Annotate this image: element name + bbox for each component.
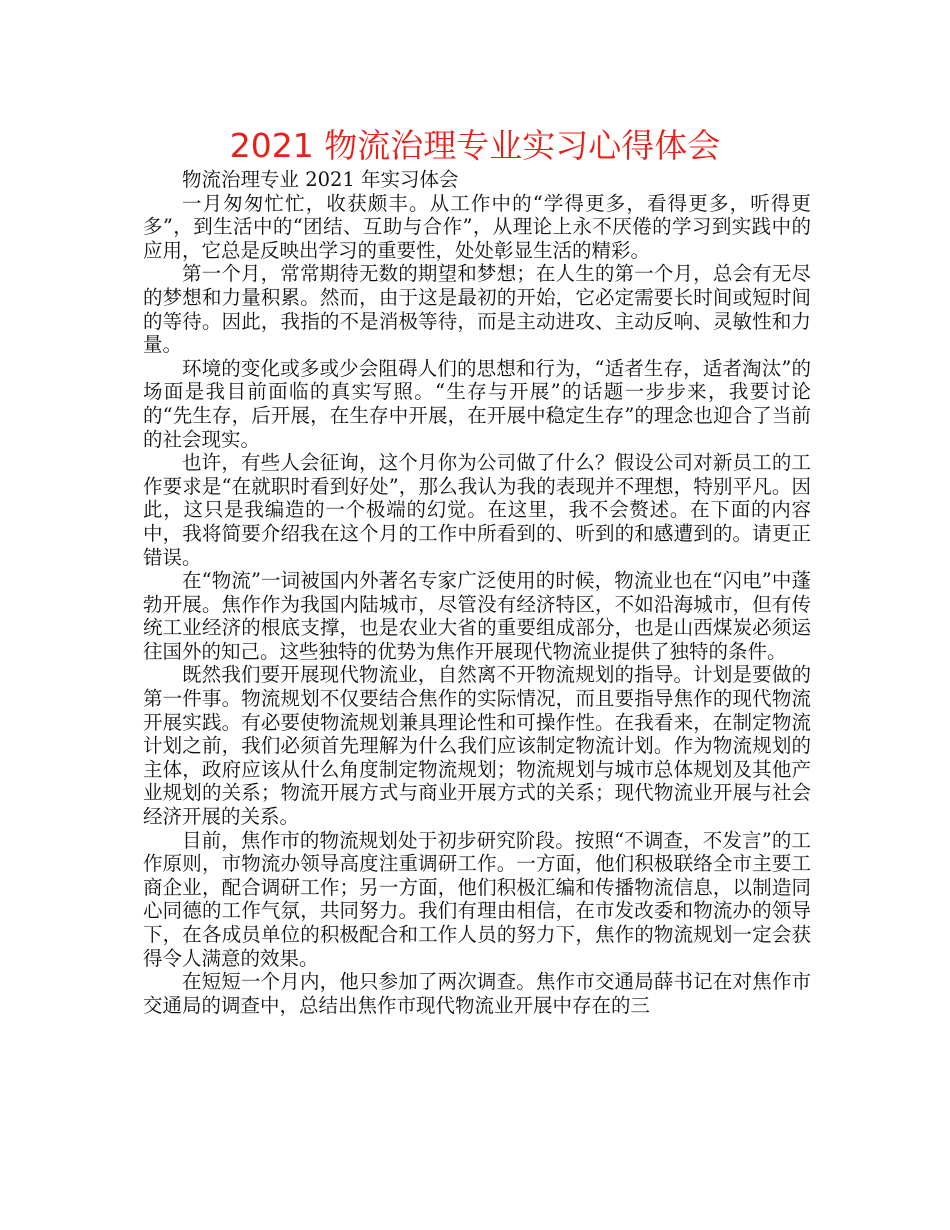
document-title: 2021 物流治理专业实习心得体会 (229, 126, 721, 165)
paragraph: 在“物流”一词被国内外著名专家广泛使用的时候，物流业也在“闪电”中蓬勃开展。焦作作为我国内陆城市，尽管没有经济特区，不如沿海城市，但有传统工业经济的根底支撑，也是农业大省的重要组成部分，也是山西煤炭必须运往国外的知己。这些独特的优势为焦作开展现代物流业提供了独特的条件。 (143, 569, 811, 663)
paragraph: 一月匆匆忙忙，收获颇丰。从工作中的“学得更多，看得更多，听得更多”，到生活中的“团结、互助与合作”，从理论上永不厌倦的学习到实践中的应用，它总是反映出学习的重要性，处处彰显生活的精彩。 (143, 191, 811, 262)
paragraph: 环境的变化或多或少会阻碍人们的思想和行为，“适者生存，适者淘汰”的场面是我目前面临的真实写照。“生存与开展”的话题一步步来，我要讨论的“先生存，后开展，在生存中开展，在开展中稳定生存”的理念也迎合了当前的社会现实。 (143, 356, 811, 451)
paragraph: 既然我们要开展现代物流业，自然离不开物流规划的指导。计划是要做的第一件事。物流规划不仅要结合焦作的实际情况，而且要指导焦作的现代物流开展实践。有必要使物流规划兼具理论性和可操作性。在我看来，在制定物流计划之前，我们必须首先理解为什么我们应该制定物流计划。作为物流规划的主体，政府应该从什么角度制定物流规划；物流规划与城市总体规划及其他产业规划的关系；物流开展方式与商业开展方式的关系；现代物流业开展与社会经济开展的关系。 (143, 663, 811, 829)
paragraph: 第一个月，常常期待无数的期望和梦想；在人生的第一个月，总会有无尽的梦想和力量积累。然而，由于这是最初的开始，它必定需要长时间或短时间的等待。因此，我指的不是消极等待，而是主动进攻、主动反响、灵敏性和力量。 (143, 262, 811, 357)
document-body (143, 168, 811, 1017)
paragraph: 在短短一个月内，他只参加了两次调查。焦作市交通局薛书记在对焦作市交通局的调查中，总结出焦作市现代物流业开展中存在的三 (143, 970, 811, 1017)
paragraph-subtitle: 物流治理专业 2021 年实习体会 (182, 168, 459, 191)
paragraph: 也许，有些人会征询，这个月你为公司做了什么？假设公司对新员工的工作要求是“在就职时看到好处”，那么我认为我的表现并不理想，特别平凡。因此，这只是我编造的一个极端的幻觉。在这里，我不会赘述。在下面的内容中，我将简要介绍我在这个月的工作中所看到的、听到的和感遭到的。请更正错误。 (143, 451, 811, 569)
paragraph: 目前，焦作市的物流规划处于初步研究阶段。按照“不调查，不发言”的工作原则，市物流办领导高度注重调研工作。一方面，他们积极联络全市主要工商企业，配合调研工作；另一方面，他们积极汇编和传播物流信息，以制造同心同德的工作气氛，共同努力。我们有理由相信，在市发改委和物流办的领导下，在各成员单位的积极配合和工作人员的努力下，焦作的物流规划一定会获得令人满意的效果。 (143, 828, 811, 970)
